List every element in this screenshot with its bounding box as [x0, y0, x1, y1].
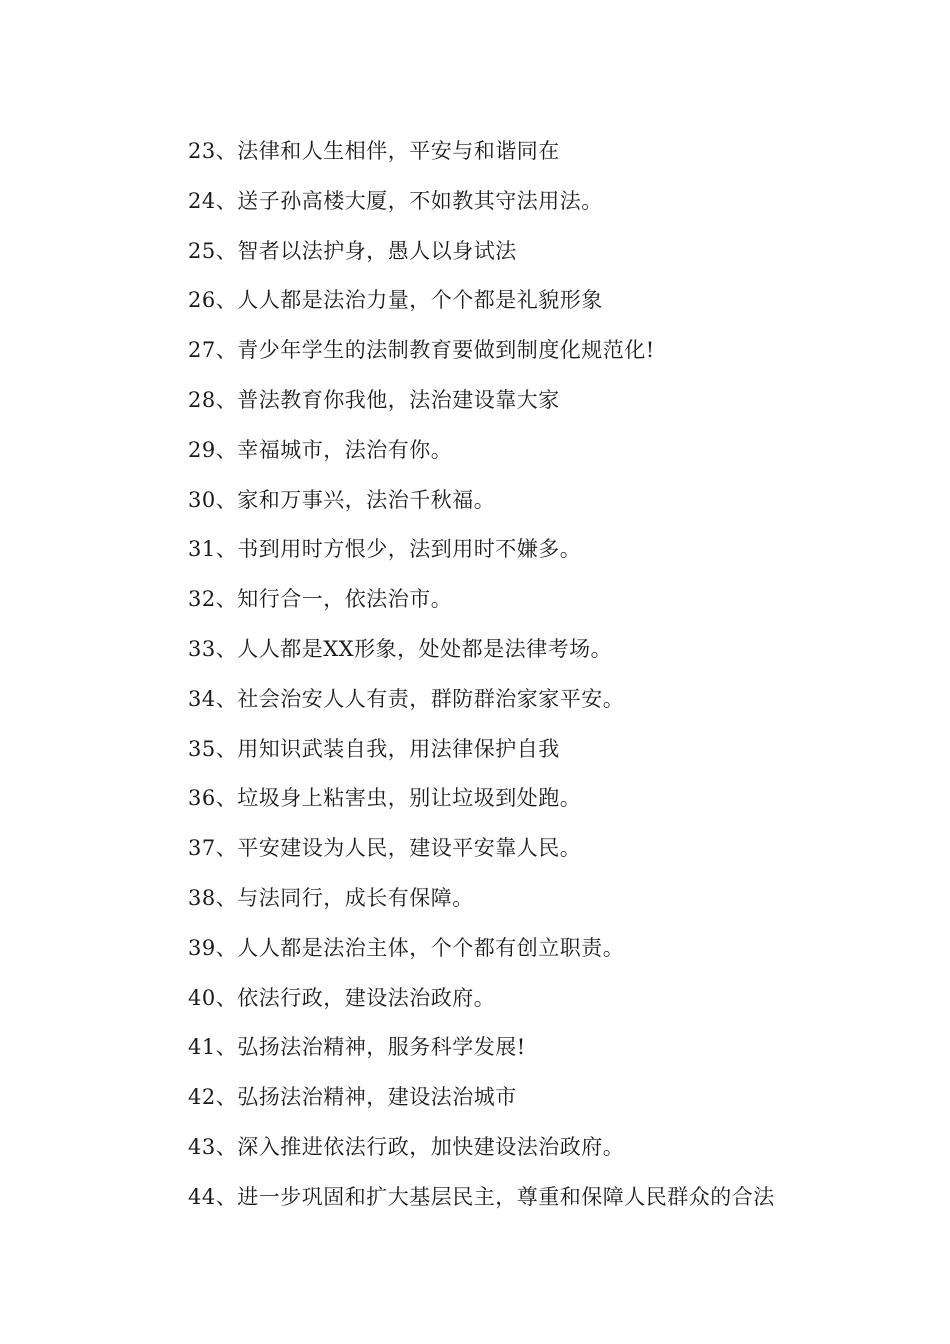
- slogan-line: 40、依法行政，建设法治政府。: [188, 985, 496, 1010]
- slogan-line: 26、人人都是法治力量，个个都是礼貌形象: [188, 288, 603, 313]
- slogan-line: 41、弘扬法治精神，服务科学发展!: [188, 1035, 526, 1060]
- slogan-line: 39、人人都是法治主体，个个都有创立职责。: [188, 935, 625, 960]
- slogan-line: 27、青少年学生的法制教育要做到制度化规范化!: [188, 338, 655, 363]
- slogan-line: 24、送子孙高楼大厦，不如教其守法用法。: [188, 188, 603, 213]
- slogan-list: [188, 134, 848, 1230]
- slogan-line: 23、法律和人生相伴，平安与和谐同在: [188, 139, 560, 163]
- slogan-line: 33、人人都是XX形象，处处都是法律考场。: [188, 636, 613, 661]
- slogan-line: 29、幸福城市，法治有你。: [188, 437, 453, 462]
- slogan-line: 42、弘扬法治精神，建设法治城市: [188, 1085, 517, 1110]
- slogan-line: 28、普法教育你我他，法治建设靠大家: [188, 387, 560, 412]
- slogan-line: 43、深入推进依法行政，加快建设法治政府。: [188, 1134, 625, 1159]
- slogan-line: 30、家和万事兴，法治千秋福。: [188, 487, 496, 512]
- slogan-line: 31、书到用时方恨少，法到用时不嫌多。: [188, 537, 582, 562]
- slogan-line: 25、智者以法护身，愚人以身试法: [188, 238, 517, 263]
- slogan-line: 32、知行合一，依法治市。: [188, 587, 453, 612]
- slogan-line: 38、与法同行，成长有保障。: [188, 885, 474, 910]
- slogan-line: 34、社会治安人人有责，群防群治家家平安。: [188, 686, 625, 711]
- slogan-line: 37、平安建设为人民，建设平安靠人民。: [188, 836, 582, 861]
- slogan-line: 35、用知识武装自我，用法律保护自我: [188, 736, 560, 761]
- slogan-line: 36、垃圾身上粘害虫，别让垃圾到处跑。: [188, 786, 582, 811]
- slogan-line: 44、进一步巩固和扩大基层民主，尊重和保障人民群众的合法: [188, 1184, 775, 1209]
